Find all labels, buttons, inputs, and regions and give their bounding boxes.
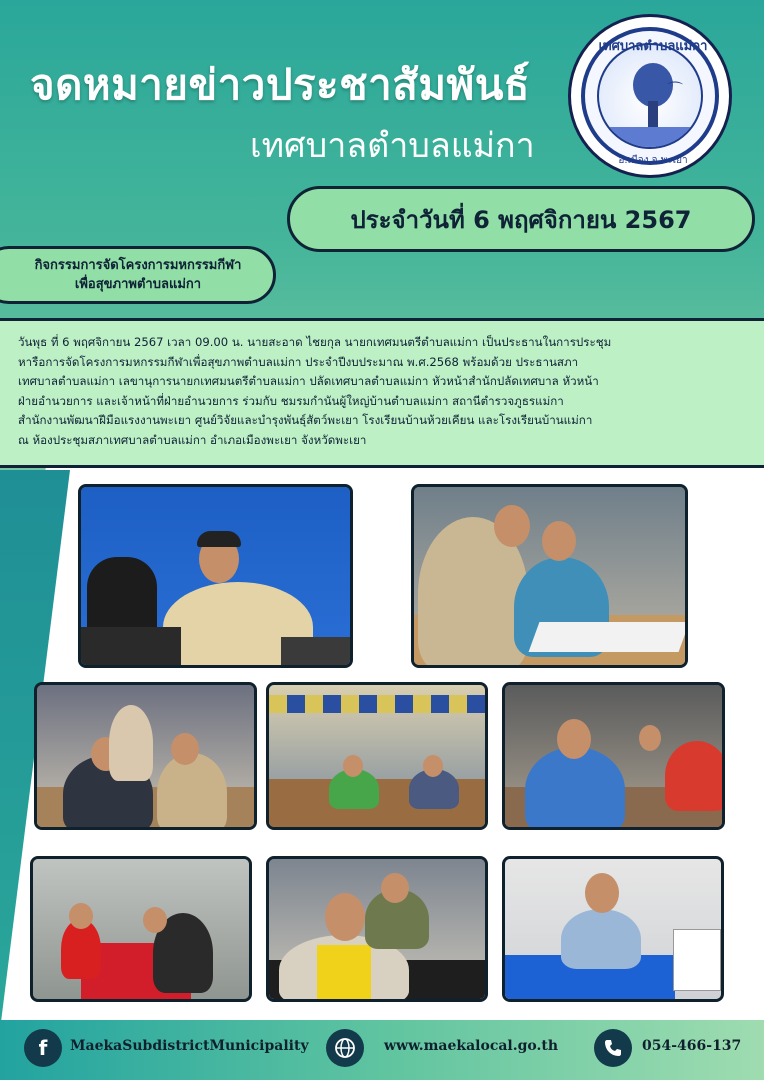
description-line: วันพุธ ที่ 6 พฤศจิกายน 2567 เวลา 09.00 น. นายสะอาด ไชยกุล นายกเทศมนตรีตำบลแม่กา เป็นประธานในการประชุม <box>18 335 612 349</box>
globe-icon <box>326 1029 364 1067</box>
facebook-icon: f <box>24 1029 62 1067</box>
logo-top-text: เทศบาลตำบลแม่กา <box>598 39 708 54</box>
description-line: หารือการจัดโครงการมหกรรมกีฬาเพื่อสุขภาพตำบลแม่กา ประจำปีงบประมาณ พ.ศ.2568 พร้อมด้วย ประธานสภา <box>18 354 579 369</box>
photo-mayor-speaking <box>78 484 353 668</box>
municipality-name: เทศบาลตำบลแม่กา <box>250 126 535 166</box>
municipality-logo <box>568 14 732 178</box>
description-line: เทศบาลตำบลแม่กา เลขานุการนายกเทศมนตรีตำบลแม่กา ปลัดเทศบาลตำบลแม่กา หัวหน้าสำนักปลัดเทศบาล หัวหน้า <box>18 374 599 388</box>
description-line: ณ ห้องประชุมสภาเทศบาลตำบลแม่กา อำเภอเมืองพะเยา จังหวัดพะเยา <box>18 432 367 447</box>
photo-participant-receiving <box>502 682 725 830</box>
facebook-link[interactable]: MaekaSubdistrictMunicipality <box>70 1038 309 1054</box>
phone-icon <box>594 1029 632 1067</box>
activity-banner <box>0 246 276 304</box>
newsletter-title: จดหมายข่าวประชาสัมพันธ์ <box>30 60 531 109</box>
water-icon <box>599 127 703 149</box>
description-line: สำนักงานพัฒนาฝีมือแรงงานพะเยา ศูนย์วิจัยและบำรุงพันธุ์สัตว์พะเยา โรงเรียนบ้านห้วยเคียน และโรงเรียนบ้านแม่กา <box>18 413 593 427</box>
bird-icon: ⌒ <box>667 80 684 99</box>
activity-line-2: เพื่อสุขภาพตำบลแม่กา <box>74 277 202 292</box>
description-box <box>0 318 764 468</box>
photo-registration-table <box>30 856 252 1002</box>
description-line: ฝ่ายอำนวยการ และเจ้าหน้าที่ฝ่ายอำนวยการ ร่วมกับ ชมรมกำนันผู้ใหญ่บ้านตำบลแม่กา สถานีตำรวจภูธรแม่กา <box>18 393 564 408</box>
photo-woman-yellow <box>266 856 488 1002</box>
date-banner: ประจำวันที่ 6 พฤศจิกายน 2567 <box>287 186 755 252</box>
photo-meeting-room <box>266 682 488 830</box>
logo-emblem <box>597 43 703 149</box>
photo-signing-documents <box>411 484 688 668</box>
logo-bottom-text: อ.เมือง จ.พะเยา <box>618 155 688 166</box>
activity-line-1: กิจกรรมการจัดโครงการมหกรรมกีฬา <box>34 258 242 273</box>
website-link[interactable]: www.maekalocal.go.th <box>384 1038 559 1054</box>
photo-meeting-officials <box>34 682 257 830</box>
photo-woman-blue-table <box>502 856 724 1002</box>
phone-number[interactable]: 054-466-137 <box>642 1038 742 1054</box>
